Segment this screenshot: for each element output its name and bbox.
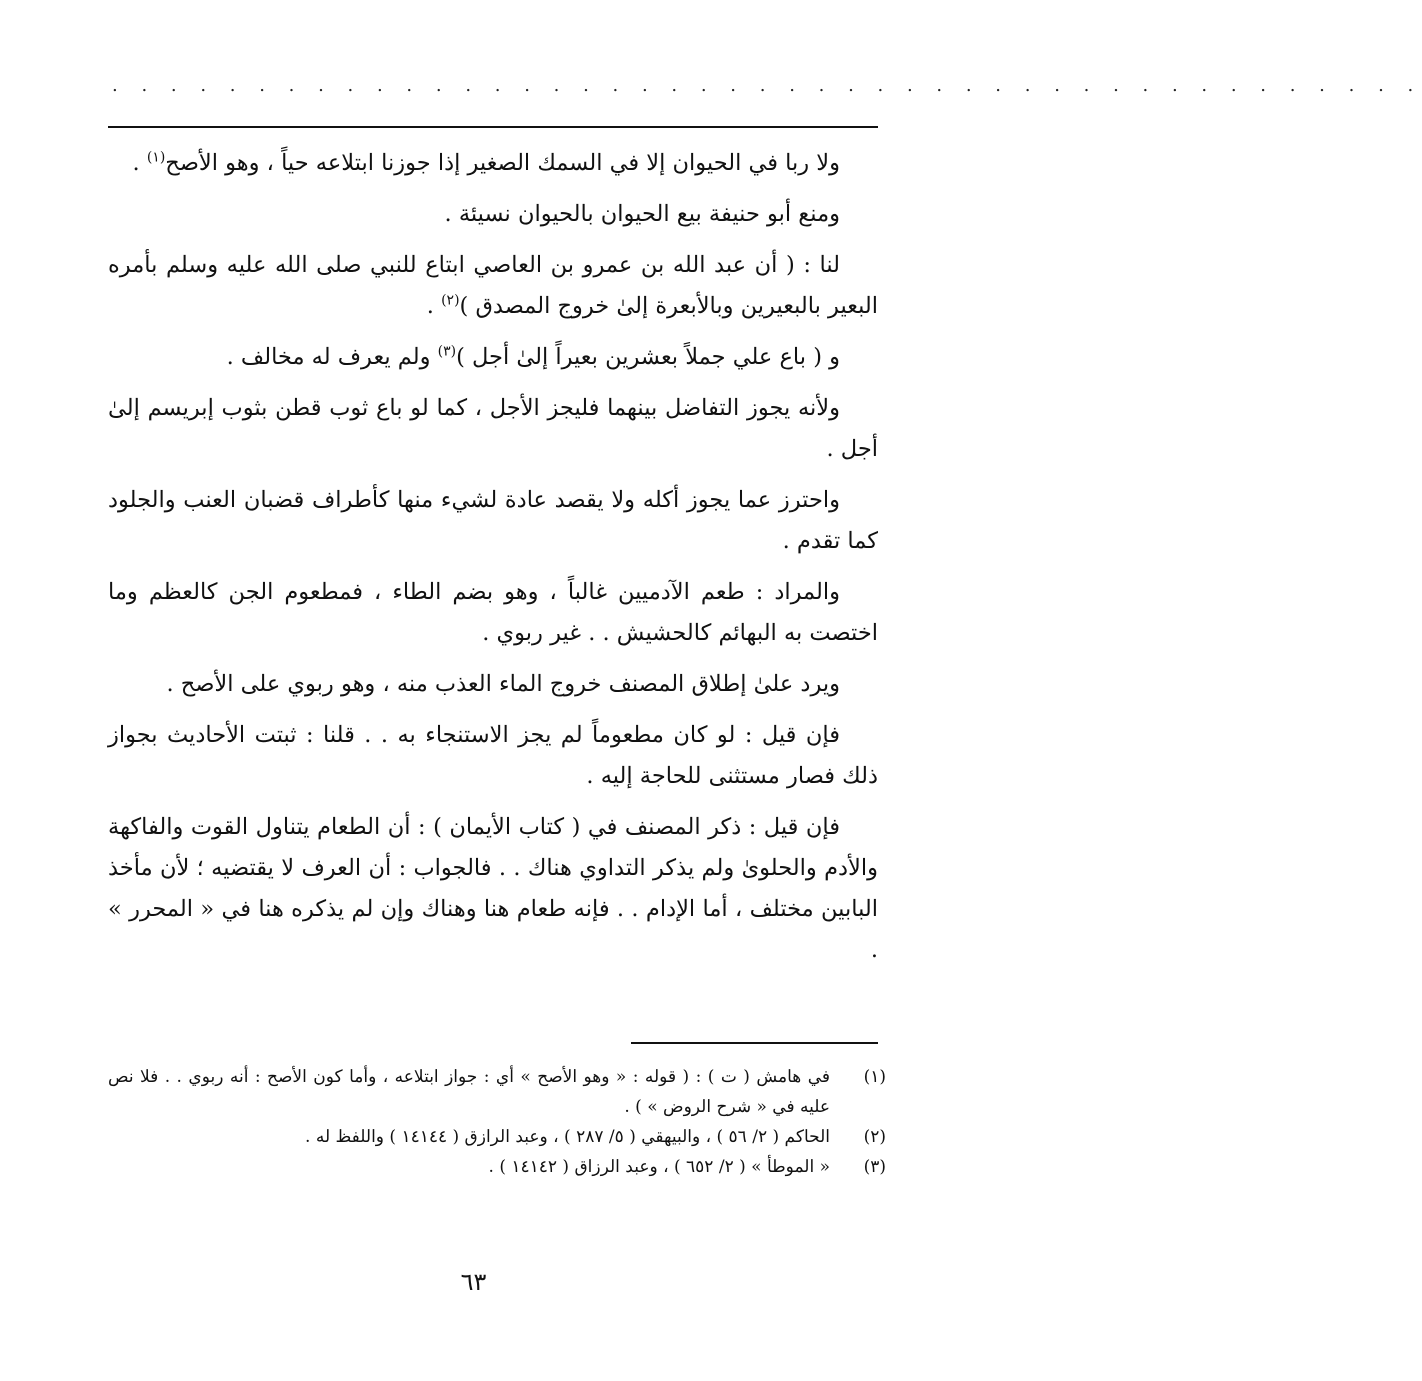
footnote-1 (108, 1062, 886, 1122)
footnote-text: الحاكم ( ٢/ ٥٦ ) ، والبيهقي ( ٥/ ٢٨٧ ) ، وعبد الرازق ( ١٤١٤٤ ) واللفظ له . (305, 1127, 830, 1147)
footnote-separator (631, 1042, 878, 1044)
page-number: ٦٣ (460, 1268, 487, 1296)
paragraph-7: والمراد : طعم الآدميين غالباً ، وهو بضم الطاء ، فمطعوم الجن كالعظم وما اختصت به البهائم كالحشيش . . غير ربوي . (108, 579, 878, 646)
paragraph-9: فإن قيل : لو كان مطعوماً لم يجز الاستنجاء به . . قلنا : ثبتت الأحاديث بجواز ذلك فصار مستثنى للحاجة إليه . (108, 722, 878, 789)
footnote-number: (٣) (863, 1157, 886, 1177)
header-dotted-line: . . . . . . . . . . . . . . . . . . . . . . . . . . . . . . . . . . . . . . . . . . . . . (112, 75, 1422, 96)
footnote-2 (108, 1122, 886, 1152)
paragraph-3-end: . (426, 293, 442, 319)
footnote-number: (١) (863, 1067, 886, 1087)
paragraph-5: ولأنه يجوز التفاضل بينهما فليجز الأجل ، كما لو باع ثوب قطن بثوب إبريسم إلىٰ أجل . (108, 395, 878, 462)
footnote-3 (108, 1152, 886, 1182)
footnote-text: في هامش ( ت ) : ( قوله : « وهو الأصح » أي : جواز ابتلاعه ، وأما كون الأصح : أنه ربوي . . فلا نص عليه في « شرح الروض » ) . (108, 1067, 830, 1117)
paragraph-8: ويرد علىٰ إطلاق المصنف خروج الماء العذب منه ، وهو ربوي على الأصح . (166, 671, 840, 697)
footnote-ref-1[interactable]: (١) (146, 149, 166, 166)
footnotes (108, 1062, 886, 1182)
footnote-ref-3[interactable]: (٣) (437, 343, 457, 360)
paragraph-1-end: . (132, 150, 147, 176)
paragraph-6: واحترز عما يجوز أكله ولا يقصد عادة لشيء منها كأطراف قضبان العنب والجلود كما تقدم . (108, 487, 878, 554)
footnote-text: « الموطأ » ( ٢/ ٦٥٢ ) ، وعبد الرزاق ( ١٤١٤٢ ) . (488, 1157, 830, 1177)
paragraph-2: ومنع أبو حنيفة بيع الحيوان بالحيوان نسيئة . (444, 201, 840, 227)
footnote-ref-2[interactable]: (٢) (441, 292, 460, 309)
paragraph-10: فإن قيل : ذكر المصنف في ( كتاب الأيمان ) : أن الطعام يتناول القوت والفاكهة والأدم والحلوىٰ ولم يذكر التداوي هناك . . فالجواب : أن العرف لا يقتضيه ؛ لأن مأخذ البابين مختلف ، أما الإدام . . فإنه طعام هنا وهناك وإن لم يذكره هنا في « المحرر » . (108, 814, 878, 963)
paragraph-4-text: و ( باع علي جملاً بعشرين بعيراً إلىٰ أجل ) (456, 344, 840, 370)
paragraph-3 (108, 245, 878, 327)
paragraph-4 (108, 337, 878, 378)
paragraph-4-end: ولم يعرف له مخالف . (226, 344, 438, 370)
main-text (108, 143, 878, 981)
footnote-number: (٢) (863, 1127, 886, 1147)
paragraph-1 (108, 143, 878, 184)
header-rule (108, 126, 878, 128)
paragraph-1-text: ولا ربا في الحيوان إلا في السمك الصغير إذا جوزنا ابتلاعه حياً ، وهو الأصح (165, 150, 840, 176)
paragraph-3-text: لنا : ( أن عبد الله بن عمرو بن العاصي ابتاع للنبي صلى الله عليه وسلم بأمره البعير بالبعيرين وبالأبعرة إلىٰ خروج المصدق ) (108, 252, 878, 319)
